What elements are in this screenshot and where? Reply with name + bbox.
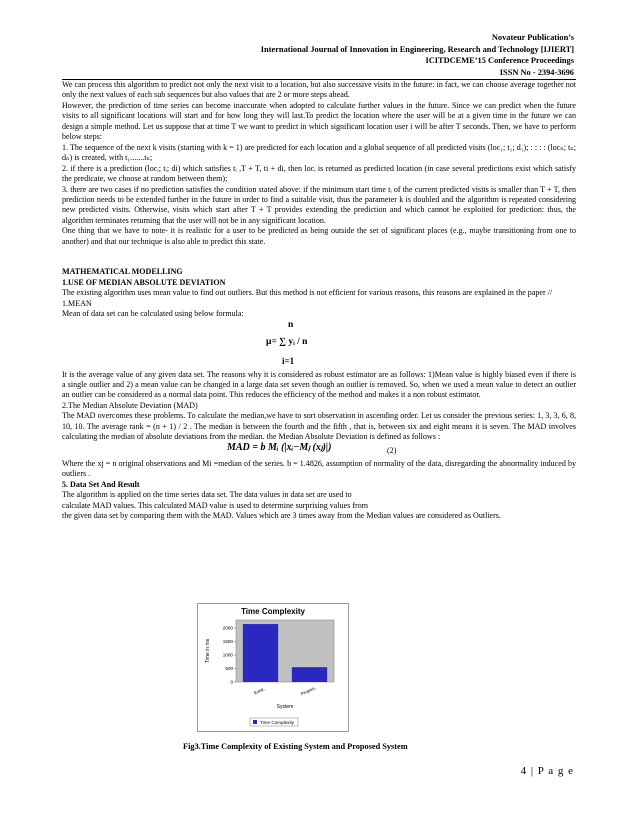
- header-conference: ICITDCEME’15 Conference Proceedings: [425, 56, 574, 65]
- y-axis-ticks: [223, 626, 236, 685]
- mean-label: 1.MEAN: [62, 298, 92, 308]
- page-header: [261, 32, 574, 78]
- y-tick-label: 2000: [222, 625, 233, 631]
- existing-paragraph: The existing algorithm uses mean value to find out outliers. But this method is not efficient for various reasons, this reasons are explained in the paper //: [62, 288, 553, 298]
- header-journal: International Journal of Innovation in Engineering, Research and Technology [IJIERT]: [260, 44, 574, 54]
- dataset-line-2: calculate MAD values. This calculated MAD value is used to determine surprising values from: [62, 500, 368, 510]
- formula-expression: μ= ∑ yᵢ / n: [266, 336, 308, 347]
- header-issn: ISSN No - 2394-3696: [499, 67, 574, 77]
- dataset-heading: 5. Data Set And Result: [62, 479, 140, 489]
- note-paragraph: One thing that we have to note- it is realistic for a user to be predicted as being outside the set of significant places (e.g., maybe transitioning from one to another) and that our technique is also able to predict this state.: [62, 226, 576, 246]
- dataset-paragraph: the given data set by comparing them with the MAD. Values which are 3 times away from the Median values are considered as Outliers.: [62, 510, 501, 520]
- figure-caption: Fig3.Time Complexity of Existing System and Proposed System: [183, 742, 408, 751]
- mad-formula-number: (2): [387, 445, 397, 455]
- y-tick-label: 500: [225, 666, 233, 672]
- time-complexity-chart: [197, 603, 349, 732]
- mad-label: 2.The Median Absolute Deviation (MAD): [62, 400, 198, 410]
- average-paragraph: It is the average value of any given data set. The reasons why it is considered as robust estimator are as follows: 1)Mean value is highly biased even if there is a single outlier and 2) a mean value can be changed in a large data set seven though an outlier is removed. So, when we used a mean value to detect an outlier an outlier can be considered as a normal data point. This reduces the efficiency of the method and makes it a non robust estimator.: [62, 369, 576, 400]
- step-3: 3. there are two cases if no prediction satisfies the condition stated above: if the minimum start time tᵢ of the current predicted visits is smaller than T + T, then prediction needs to be extended further in the future in order to find a suitable visit, thus the parameter k is doubled and the algorithm is repeated considering new predicted visits. Otherwise, visits which start after T + T provides extending the prediction and which cannot be exploited for prediction: thus, the algorithm terminates returning that the user will not be in any significant location.: [62, 184, 576, 225]
- subsection-title: 1.USE OF MEDIAN ABSOLUTE DEVIATION: [62, 277, 226, 287]
- x-axis-label: System: [276, 704, 294, 710]
- y-axis-label: Time in ms: [205, 638, 211, 664]
- y-tick-label: 1500: [222, 639, 233, 645]
- y-tick-label: 0: [230, 679, 233, 685]
- bar-0: [243, 624, 278, 682]
- x-tick-label: Exist..: [253, 685, 267, 696]
- x-axis-ticks: [253, 685, 318, 697]
- step-2: 2. if there is a prediction (locᵢ; tᵢ; di) which satisfies tᵢ ,T + T, ti + di, then locᵢ is returned as predicted location (in case several predictions exist which satisfy the predicate, we choose at random between them);: [62, 163, 576, 184]
- spacer: [62, 247, 576, 267]
- header-publisher: Novateur Publication’s: [491, 33, 574, 42]
- legend-entry: Time Complexity: [260, 720, 295, 725]
- main-text: [62, 80, 576, 521]
- mean-formula: [62, 320, 576, 370]
- legend-swatch: [253, 720, 257, 724]
- section-title: MATHEMATICAL MODELLING: [62, 267, 183, 277]
- intro-paragraph: We can process this algorithm to predict not only the next visit to a location, but also successive visits in the future: in fact, we can choose average together not only the next values of each sub sequences but also values that are 2 or more steps ahead.: [62, 80, 576, 100]
- x-tick-label: Propos..: [300, 684, 318, 697]
- y-tick-label: 1000: [222, 652, 233, 658]
- mad-formula-expression: MAD = b Mᵢ (|xᵢ−Mⱼ (xⱼ)|): [227, 441, 332, 453]
- where-paragraph: Where the xj = n original observations and Mi =median of the series. b = 1.4826, assumption of normality of the data, disregarding the abnormality induced by outliers .: [62, 458, 576, 479]
- chart-title: Time Complexity: [241, 607, 305, 616]
- mean-formula-intro: Mean of data set can be calculated using below formula:: [62, 309, 244, 319]
- dataset-line-1: The algorithm is applied on the time series data set. The data values in data set are used to: [62, 490, 352, 500]
- step-1: 1. The sequence of the next k visits (starting with k = 1) are predicted for each location and a global sequence of all predicted visits (loc₁; t₁; d₁); : : : : (locₙ; tₙ; dₙ) is created, with t₁.......tₙ;: [62, 142, 576, 163]
- however-paragraph: However, the prediction of time series can become inaccurate when adopted to calculate further values in the future. Since we can predict when the future visits to all significant locations will start and for how long they will last.To predict the location where the user will be at a given time in the future we can design a simple method. Let us suppose that at time T we want to predict in which significant location user i will be after T seconds. Then, we have to perform below steps:: [62, 100, 576, 142]
- mad-paragraph: The MAD overcomes these problems. To calculate the median,we have to sort observation in ascending order. Let us consider the previous series: 1, 3, 3, 6, 8, 10, 10. The average rank = (n + 1) / 2 . The median is between the fourth and the fifth , that is, between six and eight means it is seven. The MAD involves calculating the median of absolute deviations from the median. the Median Absolute Deviation is defined as follows :: [62, 411, 576, 442]
- bar-1: [292, 667, 327, 682]
- chart-svg: [198, 604, 348, 731]
- mad-formula: [62, 443, 576, 459]
- formula-upper-limit: n: [288, 319, 294, 330]
- formula-lower-limit: i=1: [282, 355, 295, 366]
- page-number: 4 | P a g e: [520, 765, 574, 777]
